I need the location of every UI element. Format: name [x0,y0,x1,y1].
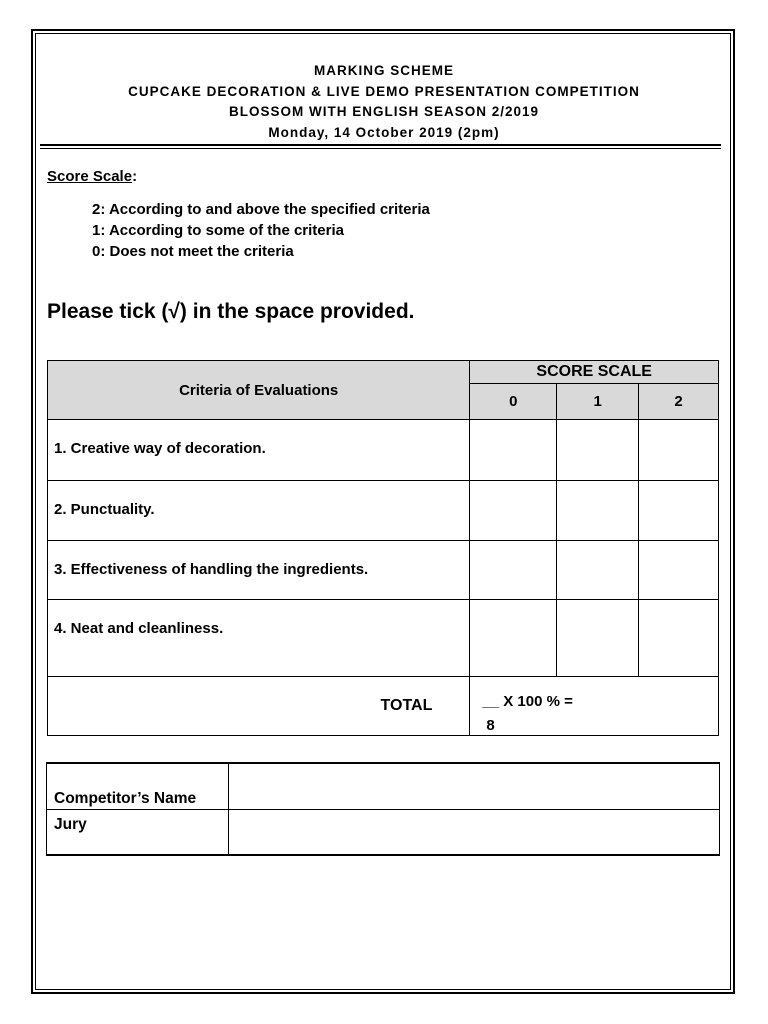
criteria-cell [48,600,470,677]
total-label: TOTAL [48,677,470,736]
score-scale-title: Score Scale [47,168,133,185]
criteria-cell [48,481,470,541]
table-row [48,481,719,541]
criteria-cell [48,541,470,600]
score-column-0: 0 [470,384,557,420]
tick-box-score-0[interactable] [470,541,557,600]
total-score-field[interactable] [470,677,719,736]
score-scale-list [92,199,430,262]
score-scale-item: 0: Does not meet the criteria [92,243,294,260]
instruction-text: Please tick (√) in the space provided. [47,300,415,323]
table-row [48,541,719,600]
tick-box-score-2[interactable] [639,541,719,600]
tick-box-score-2[interactable] [639,600,719,677]
total-denominator: 8 [486,717,495,734]
tick-box-score-0[interactable] [470,420,557,481]
criteria-text: 2. Punctuality. [54,501,155,518]
score-scale-item: 1: According to some of the criteria [92,222,344,239]
score-column-2: 2 [639,384,719,420]
tick-box-score-2[interactable] [639,481,719,541]
header-divider-thick [40,144,721,146]
total-formula: __ X 100 % = [482,693,573,710]
tick-box-score-2[interactable] [639,420,719,481]
total-row [48,677,719,736]
score-scale-colon: : [132,168,138,185]
table-row [48,600,719,677]
competitor-info-table [46,762,720,856]
jury-field[interactable] [228,809,719,855]
header-title: MARKING SCHEME [313,63,454,78]
tick-box-score-0[interactable] [470,481,557,541]
criteria-header: Criteria of Evaluations [48,361,470,420]
criteria-text: 1. Creative way of decoration. [54,440,266,457]
document-header [40,61,728,143]
tick-box-score-1[interactable] [557,600,639,677]
header-date: Monday, 14 October 2019 (2pm) [268,124,500,140]
criteria-text: 4. Neat and cleanliness. [54,620,224,637]
tick-box-score-1[interactable] [557,541,639,600]
score-scale-header: SCORE SCALE [470,361,719,384]
criteria-text: 3. Effectiveness of handling the ingredients. [54,561,369,578]
header-season: BLOSSOM WITH ENGLISH SEASON 2/2019 [228,104,540,119]
header-divider-thin [40,148,721,149]
criteria-cell [48,420,470,481]
score-scale-heading [47,168,137,185]
score-scale-item: 2: According to and above the specified criteria [92,201,430,218]
jury-label: Jury [47,809,229,855]
tick-box-score-0[interactable] [470,600,557,677]
header-competition: CUPCAKE DECORATION & LIVE DEMO PRESENTATION COMPETITION [128,83,640,99]
competitor-name-label: Competitor’s Name [47,763,229,809]
table-row [48,420,719,481]
tick-box-score-1[interactable] [557,481,639,541]
tick-box-score-1[interactable] [557,420,639,481]
evaluation-table [47,360,719,736]
score-column-1: 1 [557,384,639,420]
competitor-name-field[interactable] [228,763,719,809]
